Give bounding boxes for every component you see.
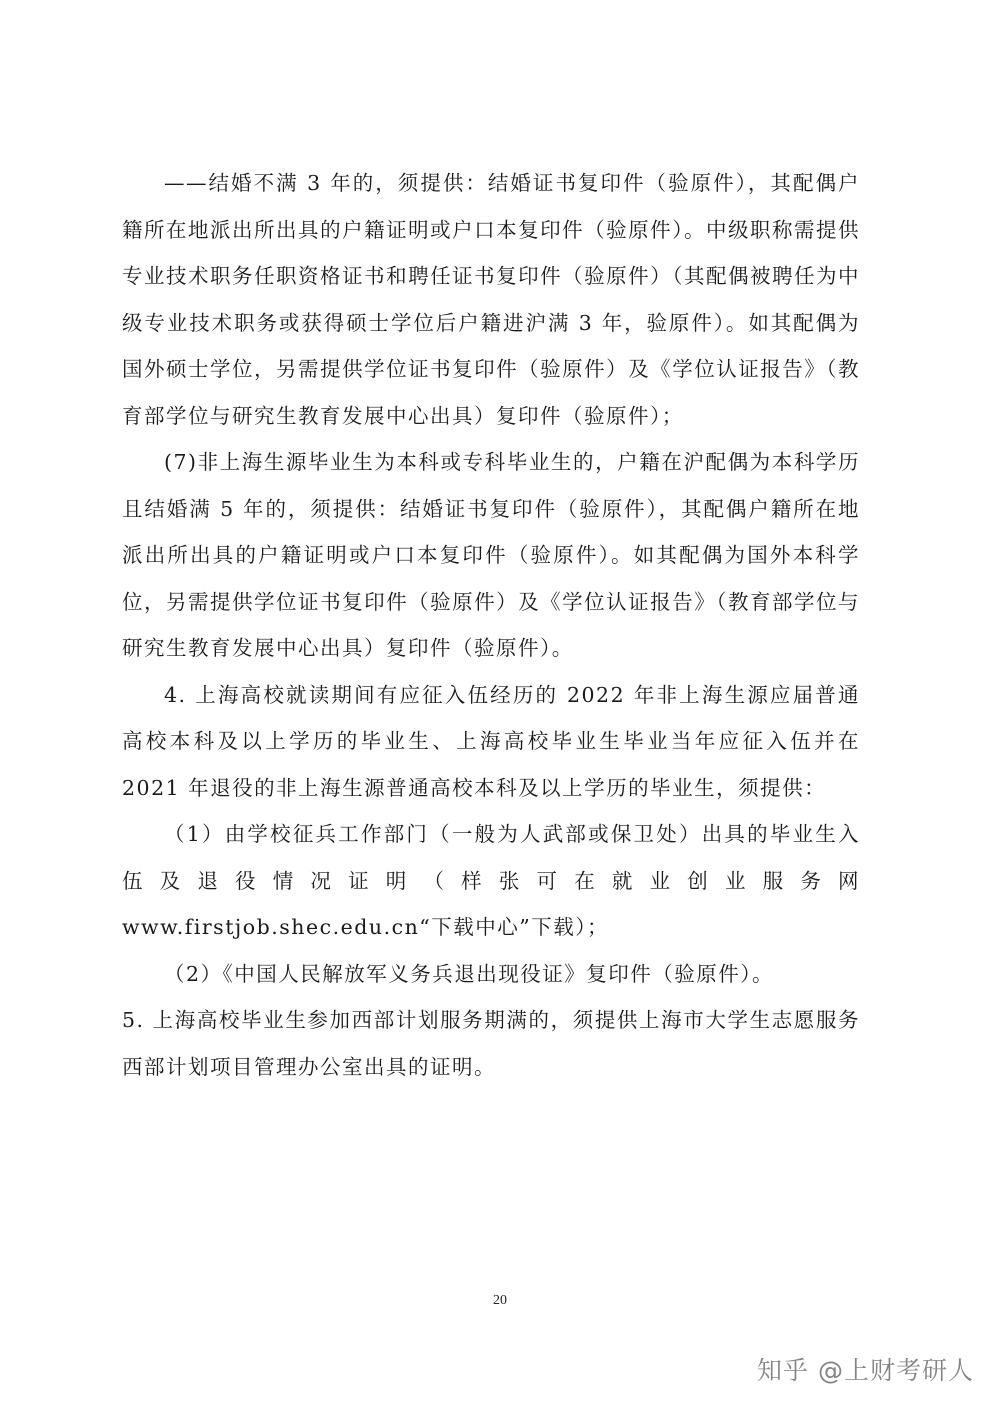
paragraph-section-4: 4. 上海高校就读期间有应征入伍经历的 2022 年非上海生源应届普通高校本科及以上学历的毕业生、上海高校毕业生毕业当年应征入伍并在 2021 年退役的非上海生源普通高校本科及以上学历的毕业生，须提供： xyxy=(122,682,860,800)
paragraph-item-1-url: www.firstjob.shec.edu.cn“下载中心”下载）； xyxy=(122,915,609,939)
paragraph-item-1: （1）由学校征兵工作部门（一般为人武部或保卫处）出具的毕业生入伍及退役情况证明（样张可在就业创业服务网 xyxy=(122,822,860,893)
document-body xyxy=(122,160,860,1090)
watermark: 知乎 @上财考研人 xyxy=(757,1356,974,1385)
paragraph-section-5: 5. 上海高校毕业生参加西部计划服务期满的，须提供上海市大学生志愿服务西部计划项目管理办公室出具的证明。 xyxy=(122,1008,860,1079)
paragraph-marriage-under-3-years: ——结婚不满 3 年的，须提供：结婚证书复印件（验原件），其配偶户籍所在地派出所出具的户籍证明或户口本复印件（验原件）。中级职称需提供专业技术职务任职资格证书和聘任证书复印件（验原件）（其配偶被聘任为中级专业技术职务或获得硕士学位后户籍进沪满 3 年，验原件）。如其配偶为国外硕士学位，另需提供学位证书复印件（验原件）及《学位认证报告》（教育部学位与研究生教育发展中心出具）复印件（验原件）； xyxy=(122,171,860,428)
paragraph-item-7: (7)非上海生源毕业生为本科或专科毕业生的，户籍在沪配偶为本科学历且结婚满 5 年的，须提供：结婚证书复印件（验原件），其配偶户籍所在地派出所出具的户籍证明或户口本复印件（验原件）。如其配偶为国外本科学位，另需提供学位证书复印件（验原件）及《学位认证报告》（教育部学位与研究生教育发展中心出具）复印件（验原件）。 xyxy=(122,450,860,660)
page-number: 20 xyxy=(493,1293,507,1308)
paragraph-item-2: （2）《中国人民解放军义务兵退出现役证》复印件（验原件）。 xyxy=(164,961,775,986)
